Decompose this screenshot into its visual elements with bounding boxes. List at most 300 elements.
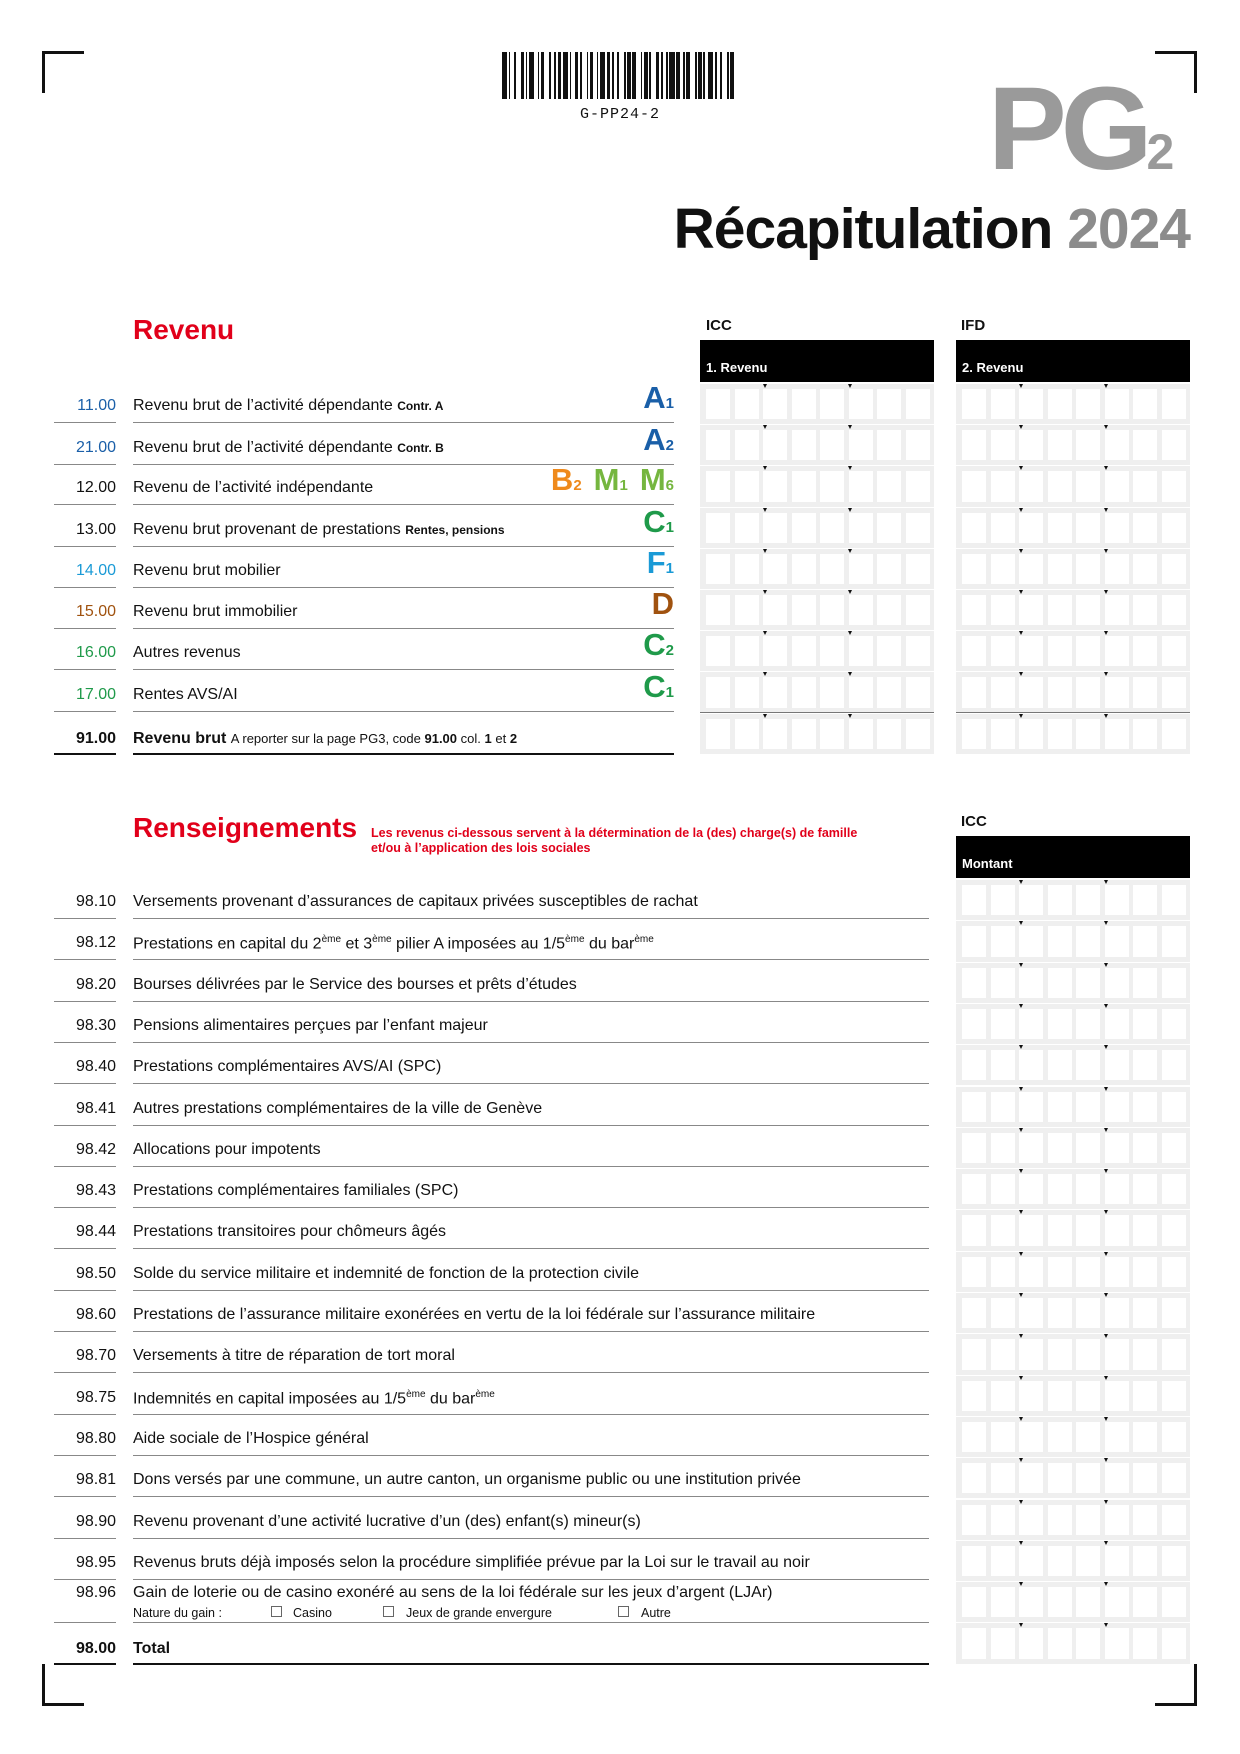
separator-tick bbox=[1019, 1087, 1023, 1091]
digit-box bbox=[1019, 1257, 1043, 1287]
separator-tick bbox=[848, 508, 852, 512]
separator-tick bbox=[1019, 1458, 1023, 1462]
digit-box bbox=[849, 636, 873, 666]
digit-box bbox=[1133, 1174, 1157, 1204]
digit-box bbox=[877, 595, 901, 625]
digit-box bbox=[991, 1092, 1015, 1122]
crop-mark-top-left bbox=[42, 51, 84, 93]
icc-revenu-input[interactable] bbox=[700, 466, 934, 506]
separator-tick bbox=[1104, 549, 1108, 553]
digit-box bbox=[1019, 554, 1043, 584]
digit-box bbox=[1019, 1381, 1043, 1411]
lottery-label: Gain de loterie ou de casino exonéré au sens de la loi fédérale sur les jeux d’argent (LJAr) bbox=[133, 1584, 773, 1601]
digit-box bbox=[1105, 1092, 1129, 1122]
ifd-revenu-total-input[interactable] bbox=[956, 714, 1190, 754]
renseignement-code: 98.12 bbox=[75, 934, 116, 952]
ordinal-superscript: ème bbox=[321, 934, 342, 946]
separator-tick bbox=[1104, 672, 1108, 676]
lottery-code: 98.96 bbox=[75, 1584, 116, 1601]
digit-box bbox=[792, 513, 816, 543]
renseignement-code: 98.44 bbox=[75, 1223, 116, 1241]
digit-box bbox=[1105, 1215, 1129, 1245]
revenu-code: 14.00 bbox=[75, 562, 116, 579]
revenu-label bbox=[133, 562, 281, 580]
digit-box bbox=[1133, 1587, 1157, 1617]
ifd-revenu-input[interactable] bbox=[956, 425, 1190, 465]
renseignement-amount-input[interactable] bbox=[956, 880, 1190, 920]
digit-box bbox=[991, 1463, 1015, 1493]
digit-box bbox=[962, 1381, 986, 1411]
renseignement-label: Solde du service militaire et indemnité de fonction de la protection civile bbox=[133, 1264, 640, 1282]
casino-option-label: Casino bbox=[293, 1606, 332, 1620]
digit-box bbox=[820, 677, 844, 707]
revenu-rule-label bbox=[133, 504, 674, 505]
digit-box bbox=[763, 595, 787, 625]
ifd-revenu-input[interactable] bbox=[956, 631, 1190, 671]
icc-revenu-input[interactable] bbox=[700, 590, 934, 630]
digit-box bbox=[962, 1422, 986, 1452]
digit-box bbox=[1162, 885, 1186, 915]
digit-box bbox=[1105, 554, 1129, 584]
digit-box bbox=[763, 554, 787, 584]
revenu-total-rule-code bbox=[54, 753, 116, 755]
digit-box bbox=[1105, 430, 1129, 460]
digit-box bbox=[962, 1463, 986, 1493]
renseignements-total-rule-code bbox=[54, 1663, 116, 1665]
annex-badge bbox=[593, 462, 628, 497]
digit-box bbox=[1133, 1381, 1157, 1411]
digit-box bbox=[1019, 1422, 1043, 1452]
separator-tick bbox=[763, 425, 767, 429]
revenu-label bbox=[133, 479, 373, 497]
separator-tick bbox=[1104, 1087, 1108, 1091]
digit-box bbox=[849, 677, 873, 707]
digit-box bbox=[991, 1174, 1015, 1204]
separator-tick bbox=[1019, 1334, 1023, 1338]
ifd-revenu-header: 2. Revenu bbox=[956, 340, 1190, 382]
digit-box bbox=[792, 595, 816, 625]
renseignement-amount-input[interactable] bbox=[956, 1417, 1190, 1457]
renseignement-amount-input[interactable] bbox=[956, 1169, 1190, 1209]
digit-box bbox=[1048, 1339, 1072, 1369]
renseignement-total-input[interactable] bbox=[956, 1623, 1190, 1663]
digit-box bbox=[991, 1628, 1015, 1658]
digit-box bbox=[962, 554, 986, 584]
renseignement-rule-code bbox=[54, 1331, 116, 1332]
icc-revenu-input[interactable] bbox=[700, 508, 934, 548]
revenu-code: 21.00 bbox=[75, 439, 116, 456]
digit-box bbox=[849, 471, 873, 501]
digit-box bbox=[1019, 1009, 1043, 1039]
renseignement-rule-label bbox=[133, 1001, 929, 1002]
digit-box bbox=[1133, 1009, 1157, 1039]
digit-box bbox=[962, 389, 986, 419]
digit-box bbox=[1048, 1381, 1072, 1411]
separator-tick bbox=[1104, 1252, 1108, 1256]
ordinal-superscript: ème bbox=[565, 934, 585, 946]
digit-box bbox=[1019, 1339, 1043, 1369]
digit-box bbox=[1162, 595, 1186, 625]
renseignement-rule-code bbox=[54, 1083, 116, 1084]
revenu-rule-code bbox=[54, 711, 116, 712]
icc-revenu-input[interactable] bbox=[700, 425, 934, 465]
digit-box bbox=[1076, 1174, 1100, 1204]
digit-box bbox=[1105, 1298, 1129, 1328]
renseignement-amount-input[interactable] bbox=[956, 1293, 1190, 1333]
digit-box bbox=[1048, 1463, 1072, 1493]
separator-tick bbox=[1104, 590, 1108, 594]
renseignement-rule-label bbox=[133, 1042, 929, 1043]
icc-revenu-input[interactable] bbox=[700, 672, 934, 712]
icc-revenu-input[interactable] bbox=[700, 384, 934, 424]
digit-box bbox=[849, 554, 873, 584]
icc-revenu-input[interactable] bbox=[700, 549, 934, 589]
digit-box bbox=[1048, 430, 1072, 460]
separator-tick bbox=[1104, 1500, 1108, 1504]
digit-box bbox=[1105, 1463, 1129, 1493]
digit-box bbox=[1076, 471, 1100, 501]
separator-tick bbox=[1019, 1541, 1023, 1545]
digit-box bbox=[1048, 1092, 1072, 1122]
casino-checkbox[interactable] bbox=[271, 1606, 282, 1617]
revenu-rule-code bbox=[54, 587, 116, 588]
renseignement-amount-input[interactable] bbox=[956, 1376, 1190, 1416]
digit-box bbox=[1162, 1092, 1186, 1122]
ifd-revenu-input[interactable] bbox=[956, 549, 1190, 589]
digit-box bbox=[1048, 1009, 1072, 1039]
digit-box bbox=[1133, 471, 1157, 501]
renseignement-code: 98.40 bbox=[75, 1058, 116, 1076]
revenu-total-code: 91.00 bbox=[75, 730, 116, 747]
renseignement-label: Bourses délivrées par le Service des bourses et prêts d’études bbox=[133, 975, 577, 993]
renseignement-rule-label bbox=[133, 1166, 929, 1167]
digit-box bbox=[991, 1381, 1015, 1411]
digit-box bbox=[1019, 1463, 1043, 1493]
digit-box bbox=[1133, 1050, 1157, 1080]
renseignement-rule-code bbox=[54, 1248, 116, 1249]
separator-tick bbox=[1104, 508, 1108, 512]
digit-box bbox=[906, 471, 930, 501]
nature-label: Nature du gain : bbox=[133, 1606, 222, 1620]
annex-letter: D bbox=[651, 586, 674, 621]
separator-tick bbox=[848, 549, 852, 553]
revenu-label-text: Revenu de l’activité indépendante bbox=[133, 479, 374, 496]
crop-mark-bottom-right bbox=[1155, 1664, 1197, 1706]
annex-letter: C bbox=[643, 669, 666, 704]
annex-letter: A bbox=[643, 380, 666, 415]
ifd-revenu-input[interactable] bbox=[956, 590, 1190, 630]
renseignement-code: 98.30 bbox=[75, 1016, 116, 1034]
digit-box bbox=[1105, 1009, 1129, 1039]
digit-box bbox=[1048, 1298, 1072, 1328]
barcode bbox=[502, 52, 738, 99]
renseignement-code: 98.50 bbox=[75, 1264, 116, 1282]
separator-tick bbox=[1019, 1169, 1023, 1173]
renseignement-amount-input[interactable] bbox=[956, 1458, 1190, 1498]
revenu-total-note-code: 91.00 bbox=[424, 731, 458, 746]
digit-box bbox=[706, 513, 730, 543]
digit-box bbox=[962, 1009, 986, 1039]
digit-box bbox=[1048, 513, 1072, 543]
digit-box bbox=[1162, 513, 1186, 543]
digit-box bbox=[1048, 719, 1072, 749]
annex-number: 1 bbox=[665, 395, 674, 412]
digit-box bbox=[735, 636, 759, 666]
digit-box bbox=[906, 595, 930, 625]
renseignement-code: 98.95 bbox=[75, 1553, 116, 1571]
renseignement-amount-input[interactable] bbox=[956, 1128, 1190, 1168]
renseignement-amount-input[interactable] bbox=[956, 1252, 1190, 1292]
digit-box bbox=[991, 1422, 1015, 1452]
renseignement-rule-code bbox=[54, 1166, 116, 1167]
separator-tick bbox=[1019, 1417, 1023, 1421]
digit-box bbox=[763, 719, 787, 749]
renseignement-label: Versements à titre de réparation de tort moral bbox=[133, 1347, 455, 1365]
digit-box bbox=[1105, 636, 1129, 666]
digit-box bbox=[820, 636, 844, 666]
separator-tick bbox=[1019, 1128, 1023, 1132]
digit-box bbox=[1076, 1133, 1100, 1163]
digit-box bbox=[1133, 1339, 1157, 1369]
digit-box bbox=[991, 885, 1015, 915]
renseignement-amount-input[interactable] bbox=[956, 1541, 1190, 1581]
digit-box bbox=[1048, 1628, 1072, 1658]
digit-box bbox=[763, 389, 787, 419]
revenu-code: 16.00 bbox=[75, 644, 116, 661]
renseignement-amount-input[interactable] bbox=[956, 921, 1190, 961]
digit-box bbox=[1105, 1587, 1129, 1617]
ifd-revenu-input[interactable] bbox=[956, 508, 1190, 548]
ordinal-superscript: ème bbox=[475, 1388, 495, 1400]
digit-box bbox=[1019, 389, 1043, 419]
digit-box bbox=[792, 389, 816, 419]
digit-box bbox=[1133, 554, 1157, 584]
revenu-rule-code bbox=[54, 669, 116, 670]
digit-box bbox=[1019, 1546, 1043, 1576]
digit-box bbox=[1076, 1463, 1100, 1493]
renseignement-rule-label bbox=[133, 1372, 929, 1373]
icc-revenu-total-input[interactable] bbox=[700, 714, 934, 754]
renseignement-rule-code bbox=[54, 1290, 116, 1291]
digit-box bbox=[991, 1257, 1015, 1287]
digit-box bbox=[1019, 1050, 1043, 1080]
ifd-revenu-input[interactable] bbox=[956, 466, 1190, 506]
digit-box bbox=[1019, 1174, 1043, 1204]
digit-box bbox=[962, 885, 986, 915]
renseignement-label: Revenu provenant d’une activité lucrative d’un (des) enfant(s) mineur(s) bbox=[133, 1512, 641, 1530]
digit-box bbox=[877, 513, 901, 543]
digit-box bbox=[1133, 1092, 1157, 1122]
renseignement-amount-input[interactable] bbox=[956, 1087, 1190, 1127]
revenu-rule-label bbox=[133, 711, 674, 712]
page-year: 2024 bbox=[1067, 197, 1190, 261]
revenu-label-text: Autres revenus bbox=[133, 644, 241, 661]
annex-badge bbox=[639, 462, 674, 497]
digit-box bbox=[1162, 636, 1186, 666]
separator-tick bbox=[1104, 1458, 1108, 1462]
ordinal-superscript: ème bbox=[406, 1388, 426, 1400]
annex-reference bbox=[643, 669, 674, 705]
lottery-rule-label bbox=[133, 1622, 929, 1623]
separator-tick bbox=[1019, 508, 1023, 512]
digit-box bbox=[706, 719, 730, 749]
digit-box bbox=[1048, 968, 1072, 998]
renseignement-rule-label bbox=[133, 1496, 929, 1497]
annex-reference bbox=[643, 504, 674, 540]
digit-box bbox=[735, 471, 759, 501]
digit-box bbox=[991, 513, 1015, 543]
revenu-label bbox=[133, 644, 241, 662]
digit-box bbox=[906, 554, 930, 584]
ifd-column-label: IFD bbox=[961, 317, 986, 334]
digit-box bbox=[1019, 430, 1043, 460]
digit-box bbox=[735, 719, 759, 749]
digit-box bbox=[820, 389, 844, 419]
separator-tick bbox=[763, 714, 767, 718]
renseignement-amount-input[interactable] bbox=[956, 963, 1190, 1003]
digit-box bbox=[820, 719, 844, 749]
digit-box bbox=[1162, 1174, 1186, 1204]
digit-box bbox=[1076, 926, 1100, 956]
icc-revenu-header: 1. Revenu bbox=[700, 340, 934, 382]
digit-box bbox=[1162, 1133, 1186, 1163]
digit-box bbox=[991, 554, 1015, 584]
renseignement-rule-label bbox=[133, 1207, 929, 1208]
digit-box bbox=[1162, 1463, 1186, 1493]
digit-box bbox=[1105, 1546, 1129, 1576]
renseignement-amount-input[interactable] bbox=[956, 1334, 1190, 1374]
digit-box bbox=[1048, 1174, 1072, 1204]
digit-box bbox=[1019, 1092, 1043, 1122]
digit-box bbox=[962, 1133, 986, 1163]
renseignement-code: 98.81 bbox=[75, 1471, 116, 1489]
annex-badge bbox=[643, 669, 674, 704]
renseignement-label: Prestations transitoires pour chômeurs âgés bbox=[133, 1223, 447, 1241]
digit-box bbox=[1162, 1381, 1186, 1411]
separator-tick bbox=[1019, 590, 1023, 594]
digit-box bbox=[1019, 1587, 1043, 1617]
digit-box bbox=[706, 636, 730, 666]
digit-box bbox=[991, 1505, 1015, 1535]
annex-reference bbox=[647, 545, 674, 581]
separator-tick bbox=[1019, 672, 1023, 676]
digit-box bbox=[1133, 595, 1157, 625]
annex-letter: A bbox=[643, 422, 666, 457]
digit-box bbox=[962, 1215, 986, 1245]
digit-box bbox=[991, 430, 1015, 460]
separator-tick bbox=[763, 549, 767, 553]
renseignements-icc-label: ICC bbox=[961, 813, 987, 830]
ifd-revenu-input[interactable] bbox=[956, 672, 1190, 712]
revenu-total-note-et: et bbox=[495, 731, 507, 746]
separator-tick bbox=[763, 508, 767, 512]
digit-box bbox=[962, 513, 986, 543]
digit-box bbox=[877, 554, 901, 584]
digit-box bbox=[763, 513, 787, 543]
digit-box bbox=[962, 719, 986, 749]
revenu-label-text: Revenu brut de l’activité dépendante bbox=[133, 397, 393, 414]
separator-tick bbox=[1104, 631, 1108, 635]
digit-box bbox=[1162, 1422, 1186, 1452]
digit-box bbox=[763, 677, 787, 707]
renseignement-rule-code bbox=[54, 1372, 116, 1373]
autre-checkbox[interactable] bbox=[618, 1606, 629, 1617]
digit-box bbox=[1019, 595, 1043, 625]
renseignement-rule-label bbox=[133, 1331, 929, 1332]
digit-box bbox=[1105, 1628, 1129, 1658]
digit-box bbox=[735, 513, 759, 543]
icc-revenu-input[interactable] bbox=[700, 631, 934, 671]
digit-box bbox=[1162, 968, 1186, 998]
digit-box bbox=[877, 636, 901, 666]
renseignement-rule-code bbox=[54, 959, 116, 960]
renseignement-amount-input[interactable] bbox=[956, 1582, 1190, 1622]
separator-tick bbox=[1104, 1128, 1108, 1132]
digit-box bbox=[706, 389, 730, 419]
digit-box bbox=[1076, 513, 1100, 543]
renseignement-code: 98.41 bbox=[75, 1099, 116, 1117]
digit-box bbox=[962, 1339, 986, 1369]
ifd-revenu-input[interactable] bbox=[956, 384, 1190, 424]
digit-box bbox=[820, 471, 844, 501]
digit-box bbox=[877, 430, 901, 460]
separator-tick bbox=[1104, 1376, 1108, 1380]
separator-tick bbox=[1104, 880, 1108, 884]
digit-box bbox=[1133, 677, 1157, 707]
digit-box bbox=[906, 430, 930, 460]
digit-box bbox=[1048, 1215, 1072, 1245]
digit-box bbox=[1019, 1628, 1043, 1658]
revenu-total-note-col1: 1 bbox=[484, 731, 492, 746]
digit-box bbox=[1162, 926, 1186, 956]
digit-box bbox=[1162, 719, 1186, 749]
annex-badge bbox=[643, 504, 674, 539]
digit-box bbox=[1162, 1215, 1186, 1245]
page-title-text: Récapitulation bbox=[673, 197, 1053, 261]
digit-box bbox=[792, 719, 816, 749]
digit-box bbox=[962, 1546, 986, 1576]
digit-box bbox=[1076, 1092, 1100, 1122]
renseignement-amount-input[interactable] bbox=[956, 1004, 1190, 1044]
digit-box bbox=[991, 926, 1015, 956]
digit-box bbox=[962, 1298, 986, 1328]
revenu-rule-code bbox=[54, 546, 116, 547]
separator-tick bbox=[1104, 1417, 1108, 1421]
separator-tick bbox=[1019, 714, 1023, 718]
digit-box bbox=[1162, 1587, 1186, 1617]
digit-box bbox=[1048, 389, 1072, 419]
jeux-grande-envergure-checkbox[interactable] bbox=[383, 1606, 394, 1617]
digit-box bbox=[706, 471, 730, 501]
digit-box bbox=[1076, 430, 1100, 460]
renseignement-code: 98.10 bbox=[75, 893, 116, 910]
revenu-code: 13.00 bbox=[75, 521, 116, 538]
digit-box bbox=[962, 677, 986, 707]
renseignement-amount-input[interactable] bbox=[956, 1500, 1190, 1540]
renseignement-amount-input[interactable] bbox=[956, 1045, 1190, 1085]
digit-box bbox=[962, 1092, 986, 1122]
digit-box bbox=[792, 430, 816, 460]
digit-box bbox=[991, 1587, 1015, 1617]
digit-box bbox=[849, 595, 873, 625]
digit-box bbox=[962, 430, 986, 460]
renseignement-amount-input[interactable] bbox=[956, 1210, 1190, 1250]
annex-number: 2 bbox=[665, 642, 674, 659]
digit-box bbox=[735, 554, 759, 584]
revenu-label-qualifier: Rentes, pensions bbox=[405, 523, 505, 537]
renseignement-label: Prestations de l’assurance militaire exonérées en vertu de la loi fédérale sur l’assurance militaire bbox=[133, 1306, 816, 1323]
digit-box bbox=[1105, 513, 1129, 543]
